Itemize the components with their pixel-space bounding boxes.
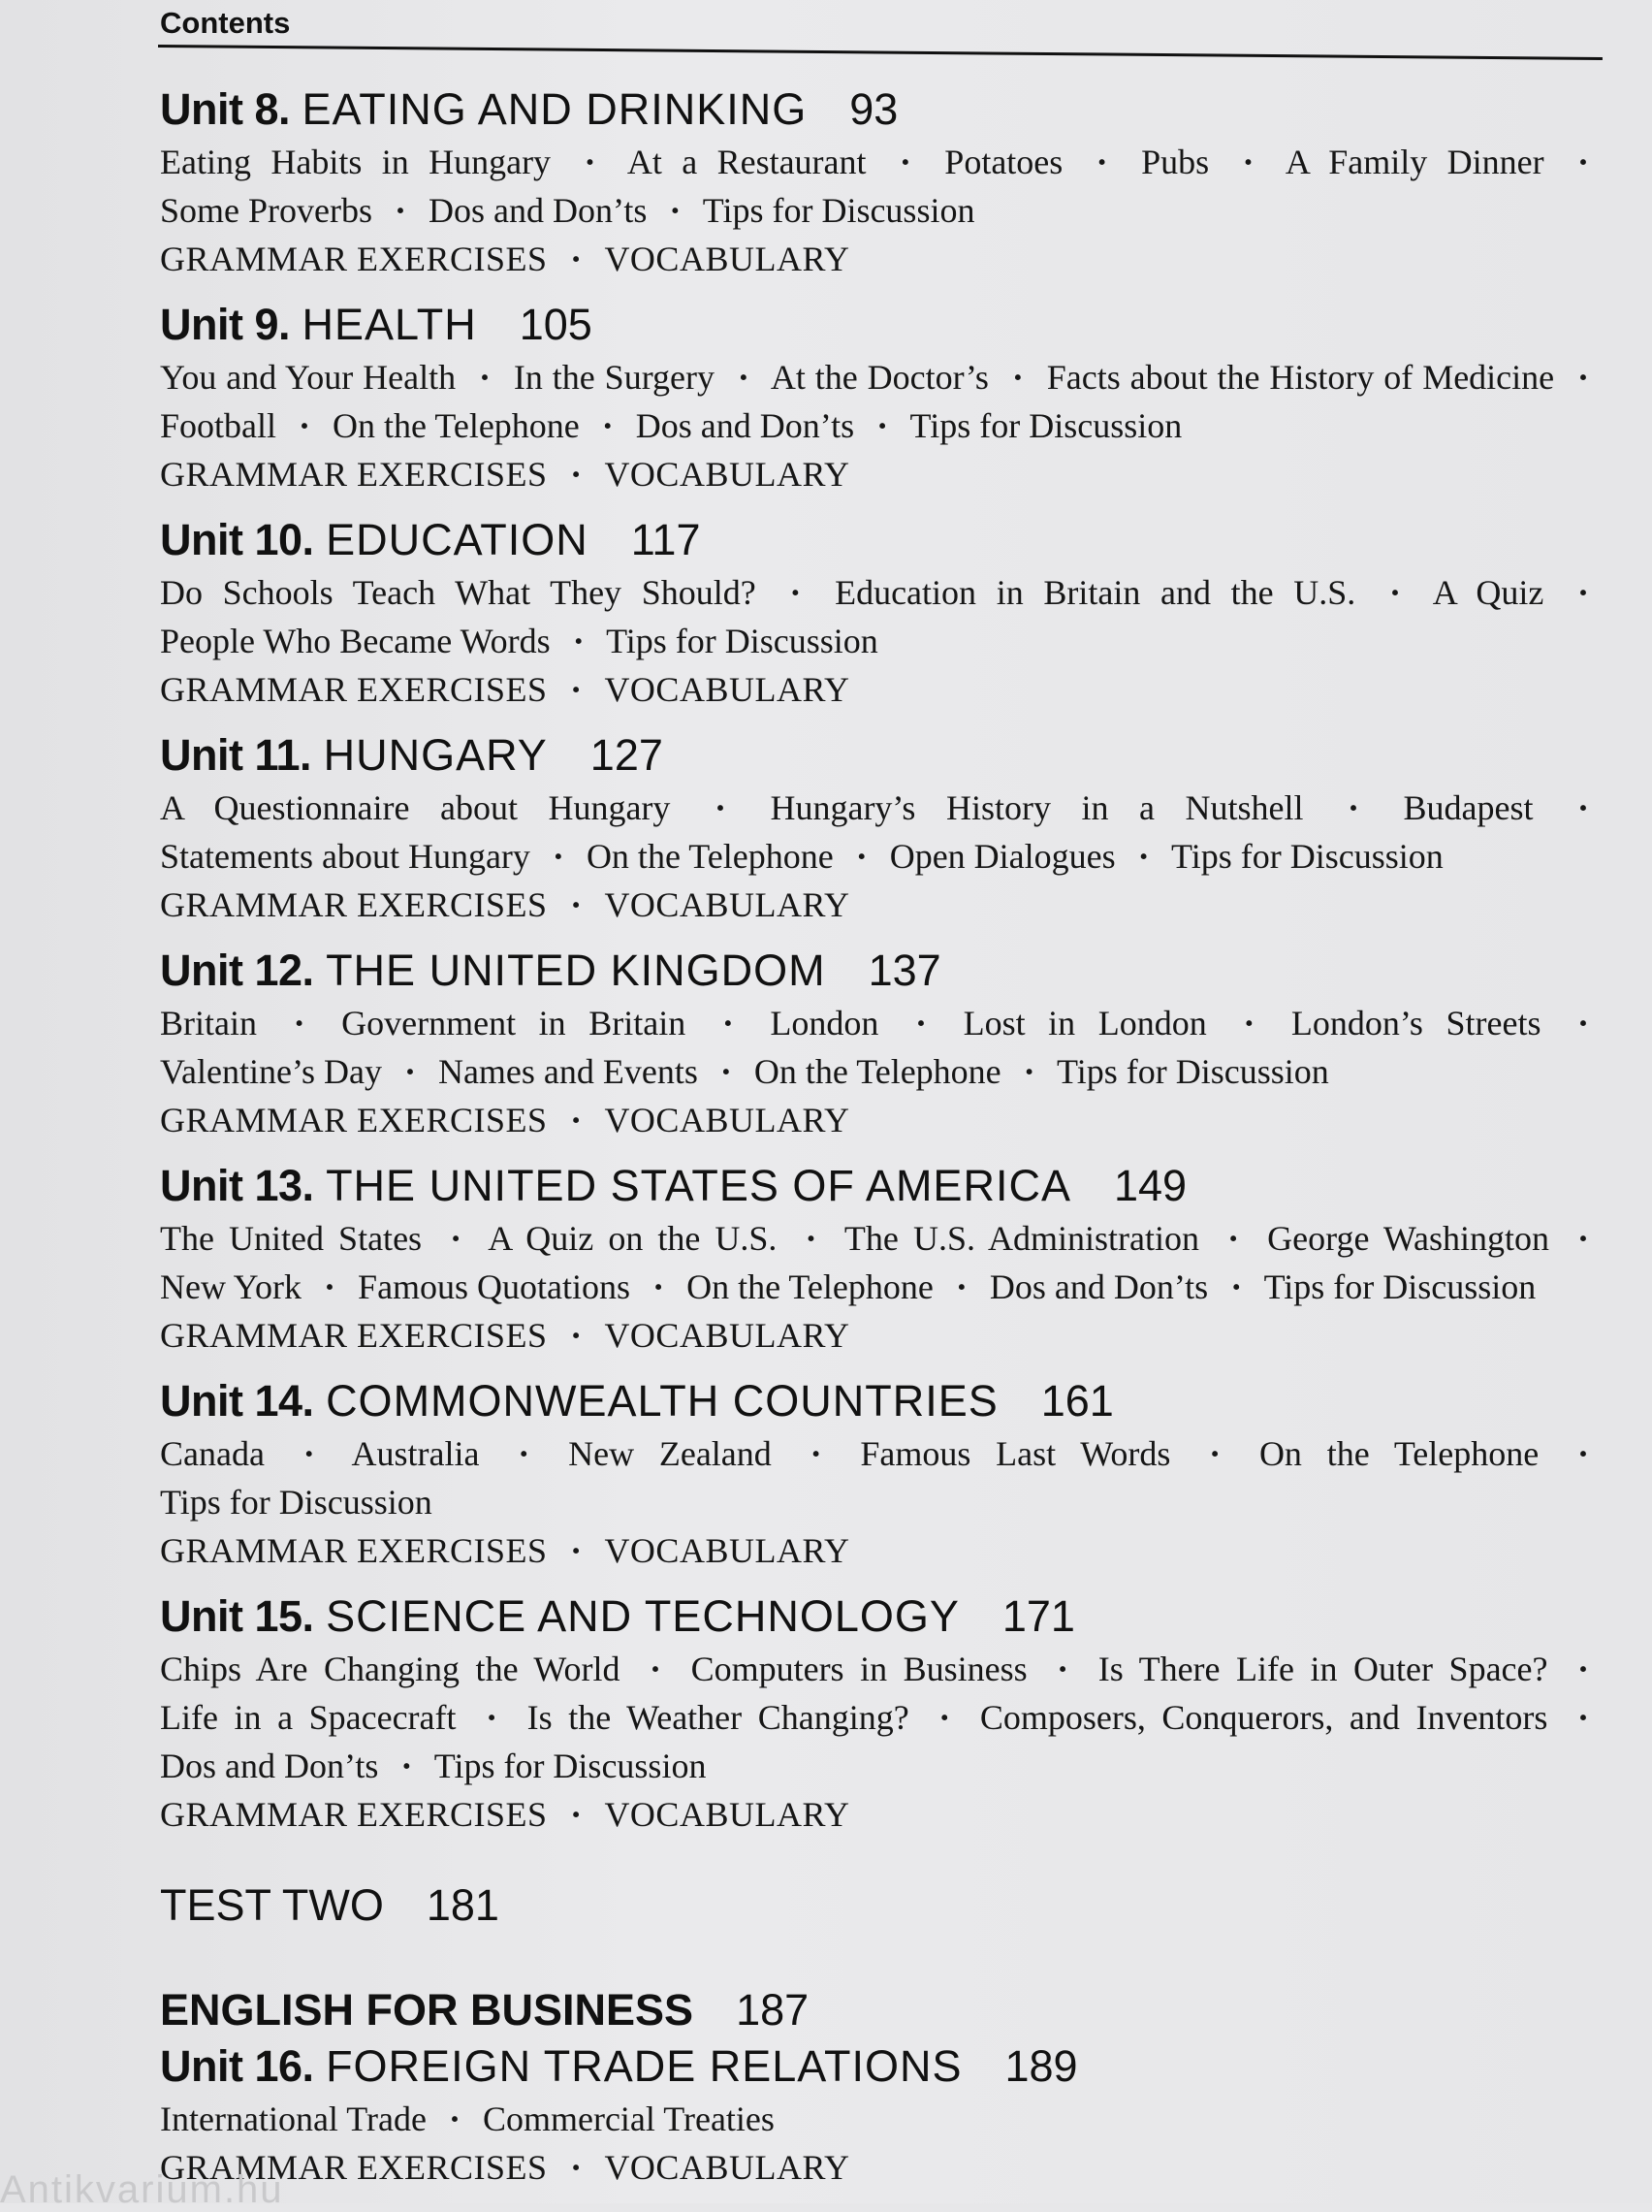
separator-dot: ·: [450, 1219, 462, 1258]
topic-item: London’s Streets: [1290, 1004, 1541, 1042]
separator-dot: ·: [478, 358, 491, 397]
unit-title: HUNGARY: [323, 730, 548, 780]
separator-dot: ·: [1023, 1052, 1035, 1091]
separator-dot: ·: [1347, 788, 1359, 827]
unit-heading: [160, 2038, 1603, 2095]
separator-dot: ·: [572, 622, 585, 660]
grammar-vocabulary-line: [160, 665, 1603, 714]
separator-dot: ·: [570, 1316, 583, 1355]
topic-item: Football: [160, 406, 277, 445]
separator-dot: ·: [1011, 358, 1024, 397]
topic-item: Life in a Spacecraft: [160, 1698, 457, 1737]
topic-item: On the Telephone: [1258, 1434, 1540, 1473]
separator-dot: ·: [1577, 1650, 1590, 1688]
unit-title: SCIENCE AND TECHNOLOGY: [326, 1591, 960, 1641]
unit-entry: [160, 727, 1603, 929]
topic-item: A Quiz: [1432, 573, 1544, 612]
topic-item: People Who Became Words: [160, 622, 551, 660]
separator-dot: ·: [395, 191, 407, 230]
unit-page-number: 105: [519, 300, 592, 349]
separator-dot: ·: [721, 1004, 734, 1042]
unit-page-number: 93: [849, 84, 899, 134]
vocabulary-label: VOCABULARY: [604, 1795, 850, 1834]
separator-dot: ·: [302, 1434, 315, 1473]
topic-item: Australia: [351, 1434, 480, 1473]
topic-item: Dos and Don’ts: [989, 1267, 1209, 1306]
separator-dot: ·: [899, 143, 911, 181]
grammar-exercises-label: GRAMMAR EXERCISES: [160, 1316, 548, 1355]
separator-dot: ·: [293, 1004, 305, 1042]
unit-label: Unit 13.: [160, 1161, 314, 1210]
topic-item: A Questionnaire about Hungary: [160, 788, 671, 827]
topic-item: Composers, Conquerors, and Inventors: [979, 1698, 1548, 1737]
separator-dot: ·: [1137, 837, 1150, 876]
topic-item: Names and Events: [437, 1052, 698, 1091]
separator-dot: ·: [1577, 1004, 1590, 1042]
topic-item: A Quiz on the U.S.: [488, 1219, 778, 1258]
unit-heading: [160, 943, 1603, 999]
topic-item: Tips for Discussion: [433, 1747, 707, 1785]
topic-item: International Trade: [160, 2100, 427, 2138]
grammar-exercises-label: GRAMMAR EXERCISES: [160, 1101, 548, 1139]
grammar-exercises-label: GRAMMAR EXERCISES: [160, 240, 548, 278]
topic-item: George Washington: [1267, 1219, 1549, 1258]
grammar-vocabulary-line: [160, 2143, 1603, 2192]
unit-page-number: 127: [589, 730, 663, 780]
separator-dot: ·: [570, 240, 583, 278]
separator-dot: ·: [805, 1219, 817, 1258]
topic-list: [160, 2095, 1603, 2143]
unit-title: EATING AND DRINKING: [302, 84, 808, 134]
separator-dot: ·: [1096, 143, 1108, 181]
topic-item: Famous Last Words: [860, 1434, 1171, 1473]
vocabulary-label: VOCABULARY: [604, 670, 850, 709]
topic-item: The United States: [160, 1219, 423, 1258]
topic-item: Budapest: [1403, 788, 1534, 827]
topic-item: You and Your Health: [160, 358, 457, 397]
unit-page-number: 161: [1040, 1376, 1114, 1426]
grammar-exercises-label: GRAMMAR EXERCISES: [160, 1795, 548, 1834]
unit-label: Unit 16.: [160, 2041, 314, 2091]
business-section-title: ENGLISH FOR BUSINESS: [160, 1985, 694, 2035]
header-rule: [158, 45, 1603, 60]
separator-dot: ·: [652, 1267, 665, 1306]
unit-page-number: 171: [1001, 1591, 1075, 1641]
separator-dot: ·: [1577, 1219, 1590, 1258]
topic-list: [160, 784, 1603, 881]
unit-page-number: 137: [868, 946, 941, 995]
grammar-vocabulary-line: [160, 881, 1603, 929]
separator-dot: ·: [584, 143, 596, 181]
separator-dot: ·: [810, 1434, 822, 1473]
separator-dot: ·: [1388, 573, 1401, 612]
topic-item: Tips for Discussion: [1171, 837, 1444, 876]
unit-title: FOREIGN TRADE RELATIONS: [326, 2041, 963, 2091]
topic-item: At a Restaurant: [626, 143, 867, 181]
topic-item: New York: [160, 1267, 302, 1306]
topic-list: [160, 999, 1603, 1096]
separator-dot: ·: [570, 1101, 583, 1139]
vocabulary-label: VOCABULARY: [604, 455, 850, 494]
topic-item: Tips for Discussion: [1263, 1267, 1537, 1306]
topic-item: Government in Britain: [341, 1004, 686, 1042]
unit-title: THE UNITED KINGDOM: [326, 946, 826, 995]
unit-label: Unit 15.: [160, 1591, 314, 1641]
separator-dot: ·: [1577, 788, 1590, 827]
unit-entry: [160, 1158, 1603, 1360]
vocabulary-label: VOCABULARY: [604, 1531, 850, 1570]
unit-title: EDUCATION: [326, 515, 588, 564]
unit-heading: [160, 1373, 1603, 1429]
vocabulary-label: VOCABULARY: [604, 240, 850, 278]
topic-item: Famous Quotations: [358, 1267, 631, 1306]
separator-dot: ·: [1577, 358, 1590, 397]
topic-item: Tips for Discussion: [606, 622, 878, 660]
separator-dot: ·: [570, 2148, 583, 2187]
topic-item: Open Dialogues: [889, 837, 1116, 876]
topic-item: A Family Dinner: [1285, 143, 1544, 181]
separator-dot: ·: [789, 573, 802, 612]
unit-heading: [160, 512, 1603, 568]
unit-heading: [160, 727, 1603, 784]
topic-item: Canada: [160, 1434, 265, 1473]
separator-dot: ·: [719, 1052, 732, 1091]
topic-item: Hungary’s History in a Nutshell: [770, 788, 1304, 827]
topic-item: On the Telephone: [753, 1052, 1001, 1091]
unit-label: Unit 14.: [160, 1376, 314, 1426]
separator-dot: ·: [1577, 1698, 1590, 1737]
separator-dot: ·: [714, 788, 726, 827]
topic-item: Tips for Discussion: [909, 406, 1183, 445]
topic-item: Facts about the History of Medicine: [1046, 358, 1555, 397]
business-page-number: 187: [736, 1985, 810, 2035]
unit-label: Unit 8.: [160, 84, 291, 134]
separator-dot: ·: [955, 1267, 968, 1306]
topic-list: [160, 568, 1603, 665]
separator-dot: ·: [855, 837, 868, 876]
grammar-exercises-label: GRAMMAR EXERCISES: [160, 2148, 548, 2187]
topic-item: Do Schools Teach What They Should?: [160, 573, 756, 612]
topic-item: Statements about Hungary: [160, 837, 530, 876]
vocabulary-label: VOCABULARY: [604, 2148, 850, 2187]
separator-dot: ·: [570, 1795, 583, 1834]
topic-item: On the Telephone: [686, 1267, 934, 1306]
topic-item: Tips for Discussion: [1057, 1052, 1329, 1091]
topic-item: In the Surgery: [513, 358, 715, 397]
topic-item: At the Doctor’s: [770, 358, 989, 397]
unit-entry: [160, 1588, 1603, 1839]
topic-list: [160, 1429, 1603, 1526]
separator-dot: ·: [518, 1434, 530, 1473]
grammar-vocabulary-line: [160, 1096, 1603, 1144]
topic-item: New Zealand: [568, 1434, 772, 1473]
separator-dot: ·: [938, 1698, 951, 1737]
separator-dot: ·: [601, 406, 614, 445]
unit-title: HEALTH: [302, 300, 477, 349]
test-two-page-number: 181: [426, 1880, 499, 1930]
unit-entry: [160, 943, 1603, 1144]
business-section-heading: [160, 1982, 1603, 2038]
grammar-exercises-label: GRAMMAR EXERCISES: [160, 455, 548, 494]
topic-list: [160, 1214, 1603, 1311]
grammar-vocabulary-line: [160, 1526, 1603, 1575]
topic-list: [160, 353, 1603, 450]
topic-item: Is There Life in Outer Space?: [1097, 1650, 1548, 1688]
topic-item: London: [770, 1004, 879, 1042]
topic-item: Tips for Discussion: [160, 1483, 432, 1522]
topic-item: Dos and Don’ts: [635, 406, 855, 445]
topic-list: [160, 138, 1603, 235]
unit-entry: [160, 297, 1603, 498]
unit-heading: [160, 297, 1603, 353]
topic-item: Chips Are Changing the World: [160, 1650, 620, 1688]
separator-dot: ·: [486, 1698, 498, 1737]
unit-label: Unit 10.: [160, 515, 314, 564]
unit-title: COMMONWEALTH COUNTRIES: [326, 1376, 999, 1426]
separator-dot: ·: [570, 455, 583, 494]
grammar-exercises-label: GRAMMAR EXERCISES: [160, 885, 548, 924]
unit-entry: [160, 2038, 1603, 2192]
topic-item: Computers in Business: [690, 1650, 1028, 1688]
vocabulary-label: VOCABULARY: [604, 1101, 850, 1139]
topic-item: Dos and Don’ts: [429, 191, 648, 230]
topic-item: Tips for Discussion: [702, 191, 975, 230]
topic-item: Is the Weather Changing?: [526, 1698, 909, 1737]
topic-item: Education in Britain and the U.S.: [835, 573, 1356, 612]
unit-label: Unit 11.: [160, 730, 312, 780]
vocabulary-label: VOCABULARY: [604, 1316, 850, 1355]
separator-dot: ·: [1057, 1650, 1069, 1688]
topic-item: Lost in London: [963, 1004, 1207, 1042]
separator-dot: ·: [650, 1650, 662, 1688]
separator-dot: ·: [1227, 1219, 1240, 1258]
topic-item: Some Proverbs: [160, 191, 372, 230]
separator-dot: ·: [570, 670, 583, 709]
test-two-heading: [160, 1877, 1603, 1934]
topic-item: The U.S. Administration: [843, 1219, 1200, 1258]
separator-dot: ·: [403, 1052, 416, 1091]
grammar-vocabulary-line: [160, 235, 1603, 283]
unit-page-number: 189: [1004, 2041, 1078, 2091]
separator-dot: ·: [1209, 1434, 1222, 1473]
topic-item: Commercial Treaties: [482, 2100, 775, 2138]
separator-dot: ·: [1242, 143, 1255, 181]
unit-title: THE UNITED STATES OF AMERICA: [326, 1161, 1071, 1210]
separator-dot: ·: [669, 191, 682, 230]
grammar-exercises-label: GRAMMAR EXERCISES: [160, 670, 548, 709]
separator-dot: ·: [1230, 1267, 1243, 1306]
grammar-exercises-label: GRAMMAR EXERCISES: [160, 1531, 548, 1570]
unit-heading: [160, 1158, 1603, 1214]
topic-item: Pubs: [1141, 143, 1210, 181]
test-two-title: TEST TWO: [160, 1880, 384, 1930]
unit-entry: [160, 512, 1603, 714]
vocabulary-label: VOCABULARY: [604, 885, 850, 924]
separator-dot: ·: [552, 837, 564, 876]
separator-dot: ·: [1577, 1434, 1590, 1473]
separator-dot: ·: [324, 1267, 336, 1306]
unit-page-number: 117: [630, 515, 701, 564]
running-head: Contents: [160, 6, 291, 40]
watermark: Antikvarium.hu: [0, 2168, 284, 2211]
unit-page-number: 149: [1113, 1161, 1188, 1210]
unit-label: Unit 9.: [160, 300, 291, 349]
topic-item: Eating Habits in Hungary: [160, 143, 552, 181]
topic-item: On the Telephone: [333, 406, 580, 445]
separator-dot: ·: [1243, 1004, 1255, 1042]
grammar-vocabulary-line: [160, 1790, 1603, 1839]
unit-heading: [160, 81, 1603, 138]
separator-dot: ·: [299, 406, 311, 445]
grammar-vocabulary-line: [160, 1311, 1603, 1360]
unit-entry: [160, 1373, 1603, 1575]
topic-item: Britain: [160, 1004, 257, 1042]
unit-entry: [160, 81, 1603, 283]
separator-dot: ·: [570, 885, 583, 924]
separator-dot: ·: [876, 406, 889, 445]
topic-item: On the Telephone: [586, 837, 834, 876]
separator-dot: ·: [570, 1531, 583, 1570]
unit-label: Unit 12.: [160, 946, 314, 995]
separator-dot: ·: [915, 1004, 928, 1042]
separator-dot: ·: [448, 2100, 461, 2138]
separator-dot: ·: [1576, 143, 1589, 181]
unit-heading: [160, 1588, 1603, 1645]
grammar-vocabulary-line: [160, 450, 1603, 498]
topic-list: [160, 1645, 1603, 1790]
separator-dot: ·: [400, 1747, 413, 1785]
table-of-contents: [160, 81, 1603, 2205]
topic-item: Valentine’s Day: [160, 1052, 382, 1091]
topic-item: Dos and Don’ts: [160, 1747, 379, 1785]
topic-item: Potatoes: [944, 143, 1064, 181]
separator-dot: ·: [1577, 573, 1590, 612]
separator-dot: ·: [737, 358, 749, 397]
